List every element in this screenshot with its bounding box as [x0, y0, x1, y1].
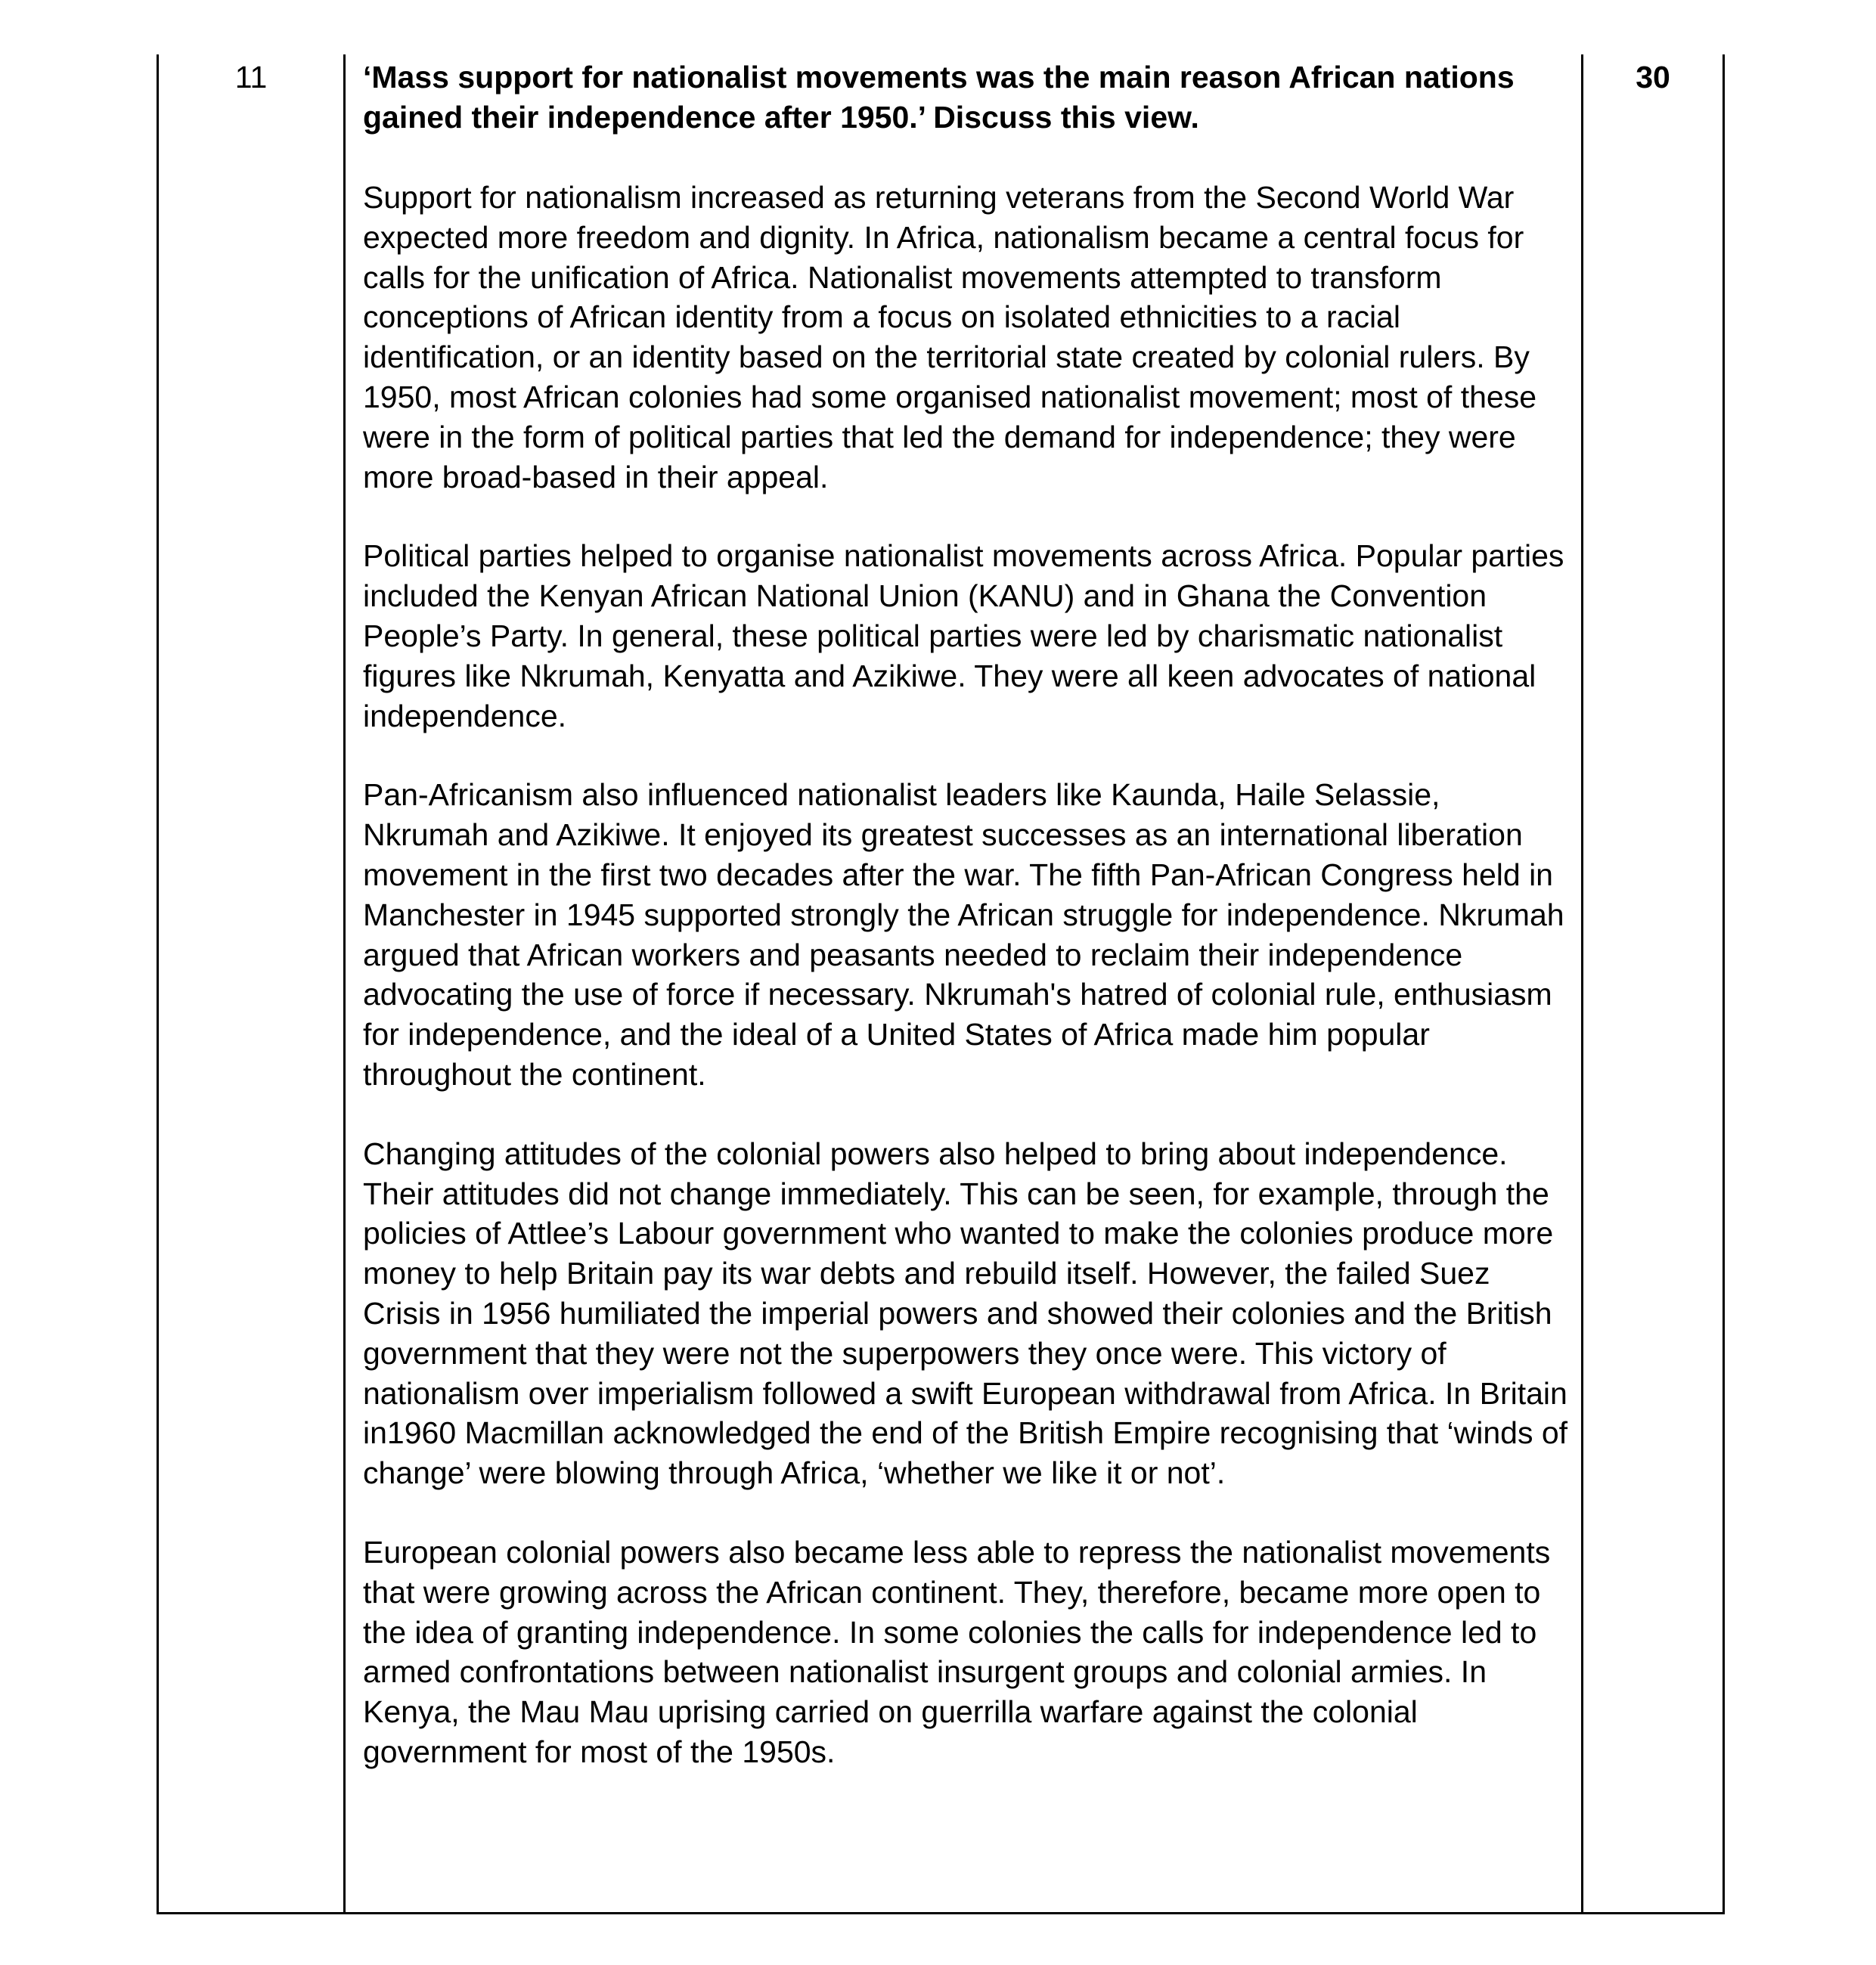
answer-content — [363, 57, 1573, 1772]
column-divider-right — [1581, 54, 1583, 1912]
mark-scheme-table — [157, 54, 1725, 1914]
question-number: 11 — [234, 60, 268, 95]
answer-paragraph-3: Pan-Africanism also influenced nationalist leaders like Kaunda, Haile Selassie, Nkrumah and Azikiwe. It enjoyed its greatest successes as an international liberation movement in the first two decades after the war. The fifth Pan-African Congress held in Manchester in 1945 supported strongly the African struggle for independence. Nkrumah argued that African workers and peasants needed to reclaim their independence advocating the use of force if necessary. Nkrumah's hatred of colonial rule, enthusiasm for independence, and the ideal of a United States of Africa made him popular throughout the continent. — [363, 777, 1564, 1092]
column-divider-left — [343, 54, 346, 1912]
question-marks: 30 — [1636, 60, 1670, 95]
answer-paragraph-2: Political parties helped to organise nationalist movements across Africa. Popular parties included the Kenyan African National Union (KANU) and in Ghana the Convention People’s Party. In general, these political parties were led by charismatic nationalist figures like Nkrumah, Kenyatta and Azikiwe. They were all keen advocates of national independence. — [363, 538, 1564, 733]
answer-paragraph-1: Support for nationalism increased as returning veterans from the Second World War expected more freedom and dignity. In Africa, nationalism became a central focus for calls for the unification of Africa. Nationalist movements attempted to transform conceptions of African identity from a focus on isolated ethnicities to a racial identification, or an identity based on the territorial state created by colonial rulers. By 1950, most African colonies had some organised nationalist movement; most of these were in the form of political parties that led the demand for independence; they were more broad-based in their appeal. — [363, 180, 1537, 494]
answer-paragraph-4: Changing attitudes of the colonial powers also helped to bring about independence. Their attitudes did not change immediately. This can be seen, for example, through the policies of Attlee’s Labour government who wanted to make the colonies produce more money to help Britain pay its war debts and rebuild itself. However, the failed Suez Crisis in 1956 humiliated the imperial powers and showed their colonies and the British government that they were not the superpowers they once were. This victory of nationalism over imperialism followed a swift European withdrawal from Africa. In Britain in1960 Macmillan acknowledged the end of the British Empire recognising that ‘winds of change’ were blowing through Africa, ‘whether we like it or not’. — [363, 1136, 1568, 1491]
answer-paragraph-5: European colonial powers also became less able to repress the nationalist movements that were growing across the African continent. They, therefore, became more open to the idea of granting independence. In some colonies the calls for independence led to armed confrontations between nationalist insurgent groups and colonial armies. In Kenya, the Mau Mau uprising carried on guerrilla warfare against the colonial government for most of the 1950s. — [363, 1534, 1551, 1769]
question-prompt: ‘Mass support for nationalist movements was the main reason African nations gained their independence after 1950.’ Discuss this view. — [363, 60, 1515, 135]
